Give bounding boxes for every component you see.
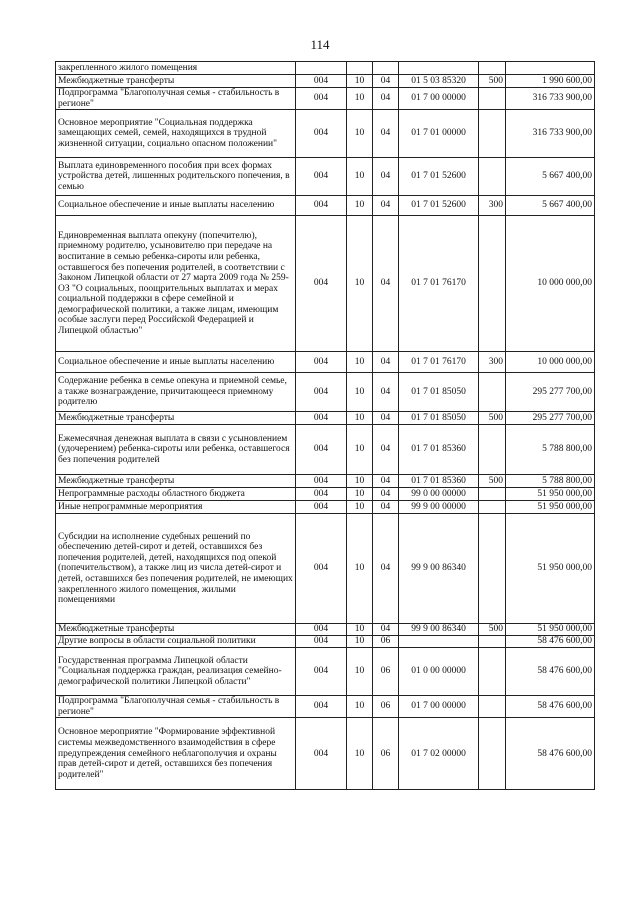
cell-amount: 58 476 600,00 (506, 718, 595, 790)
cell-target-article: 01 7 00 00000 (399, 696, 479, 718)
cell-amount: 5 667 400,00 (506, 196, 595, 216)
cell-name: Социальное обеспечение и иные выплаты населению (56, 196, 296, 216)
table-row (56, 373, 595, 412)
cell-section: 10 (347, 216, 373, 352)
cell-expense-type (479, 158, 506, 196)
page-number: 114 (310, 37, 330, 52)
cell-section: 10 (347, 475, 373, 488)
cell-name: Ежемесячная денежная выплата в связи с усыновлением (удочерением) ребенка-сироты или ребенка, оставшегося без попечения родителей (56, 425, 296, 475)
cell-amount: 1 990 600,00 (506, 75, 595, 88)
table-row (56, 425, 595, 475)
cell-name: Основное мероприятие "Социальная поддержка замещающих семей, семей, находящихся в трудной жизненной ситуации, социально опасном положении" (56, 110, 296, 158)
cell-target-article: 01 7 01 85360 (399, 475, 479, 488)
table-row (56, 488, 595, 501)
cell-name: Подпрограмма "Благополучная семья - стабильность в регионе" (56, 696, 296, 718)
table-row (56, 352, 595, 373)
cell-section: 10 (347, 75, 373, 88)
cell-expense-type (479, 514, 506, 624)
cell-subsection: 04 (373, 501, 399, 514)
cell-amount: 51 950 000,00 (506, 501, 595, 514)
cell-subsection: 04 (373, 88, 399, 110)
cell-subsection: 06 (373, 718, 399, 790)
cell-section: 10 (347, 718, 373, 790)
cell-amount: 5 788 800,00 (506, 425, 595, 475)
cell-section: 10 (347, 158, 373, 196)
cell-section: 10 (347, 196, 373, 216)
cell-expense-type (479, 718, 506, 790)
cell-section: 10 (347, 501, 373, 514)
cell-subsection: 04 (373, 352, 399, 373)
table-row (56, 196, 595, 216)
cell-subsection: 06 (373, 636, 399, 648)
cell-section: 10 (347, 373, 373, 412)
cell-target-article: 99 0 00 00000 (399, 488, 479, 501)
cell-target-article: 01 7 01 85050 (399, 373, 479, 412)
cell-ministry: 004 (296, 75, 347, 88)
cell-ministry: 004 (296, 216, 347, 352)
cell-ministry: 004 (296, 514, 347, 624)
cell-name: Государственная программа Липецкой области "Социальная поддержка граждан, реализация семейно-демографической политики Липецкой области" (56, 648, 296, 696)
cell-target-article: 99 9 00 00000 (399, 501, 479, 514)
cell-ministry: 004 (296, 488, 347, 501)
cell-section: 10 (347, 412, 373, 425)
cell-subsection (373, 62, 399, 75)
cell-ministry: 004 (296, 352, 347, 373)
cell-expense-type (479, 373, 506, 412)
cell-target-article (399, 636, 479, 648)
budget-table (55, 61, 595, 790)
cell-ministry: 004 (296, 425, 347, 475)
cell-ministry: 004 (296, 718, 347, 790)
table-row (56, 216, 595, 352)
cell-name: Выплата единовременного пособия при всех формах устройства детей, лишенных родительского попечения, в семью (56, 158, 296, 196)
table-row (56, 501, 595, 514)
cell-expense-type: 500 (479, 624, 506, 636)
cell-target-article: 01 7 01 52600 (399, 158, 479, 196)
cell-target-article: 01 7 01 85050 (399, 412, 479, 425)
cell-expense-type (479, 216, 506, 352)
cell-subsection: 04 (373, 373, 399, 412)
cell-amount: 51 950 000,00 (506, 488, 595, 501)
cell-name: Непрограммные расходы областного бюджета (56, 488, 296, 501)
cell-ministry: 004 (296, 475, 347, 488)
cell-ministry (296, 62, 347, 75)
cell-target-article: 99 9 00 86340 (399, 624, 479, 636)
cell-expense-type (479, 488, 506, 501)
cell-section: 10 (347, 696, 373, 718)
cell-section: 10 (347, 648, 373, 696)
table-row (56, 636, 595, 648)
table-row (56, 624, 595, 636)
cell-name: Субсидии на исполнение судебных решений по обеспечению детей-сирот и детей, оставшихся без попечения родителей, детей, находящихся под опекой (попечительством), а также лиц из числа детей-сирот и детей, оставшихся без попечения родителей, не имеющих закрепленного жилого помещения, жилыми помещениями (56, 514, 296, 624)
cell-section: 10 (347, 488, 373, 501)
cell-section: 10 (347, 110, 373, 158)
table-row (56, 158, 595, 196)
cell-ministry: 004 (296, 412, 347, 425)
cell-subsection: 04 (373, 412, 399, 425)
cell-name: Единовременная выплата опекуну (попечителю), приемному родителю, усыновителю при передаче на воспитание в семью ребенка-сироты или ребенка, оставшегося без попечения родителей, в соответствии с Законом Липецкой области от 27 марта 2009 года № 259-ОЗ "О социальных, поощрительных выплатах и мерах социальной поддержки в сфере семейной и демографической политики, а также лицам, имеющим особые заслуги перед Российской Федерацией и Липецкой областью" (56, 216, 296, 352)
cell-target-article: 01 0 00 00000 (399, 648, 479, 696)
table-row (56, 475, 595, 488)
cell-amount: 10 000 000,00 (506, 352, 595, 373)
cell-target-article: 01 5 03 85320 (399, 75, 479, 88)
cell-subsection: 04 (373, 514, 399, 624)
cell-subsection: 06 (373, 648, 399, 696)
cell-name: Подпрограмма "Благополучная семья - стабильность в регионе" (56, 88, 296, 110)
cell-expense-type (479, 696, 506, 718)
cell-target-article: 01 7 01 00000 (399, 110, 479, 158)
cell-subsection: 06 (373, 696, 399, 718)
cell-amount: 10 000 000,00 (506, 216, 595, 352)
cell-amount: 295 277 700,00 (506, 373, 595, 412)
cell-section: 10 (347, 425, 373, 475)
cell-subsection: 04 (373, 488, 399, 501)
table-row (56, 514, 595, 624)
cell-target-article: 01 7 02 00000 (399, 718, 479, 790)
cell-section: 10 (347, 352, 373, 373)
table-row (56, 718, 595, 790)
cell-subsection: 04 (373, 624, 399, 636)
cell-ministry: 004 (296, 158, 347, 196)
cell-ministry: 004 (296, 636, 347, 648)
cell-expense-type (479, 88, 506, 110)
cell-subsection: 04 (373, 196, 399, 216)
cell-subsection: 04 (373, 216, 399, 352)
cell-expense-type (479, 425, 506, 475)
cell-subsection: 04 (373, 158, 399, 196)
cell-expense-type (479, 636, 506, 648)
cell-subsection: 04 (373, 110, 399, 158)
cell-amount: 58 476 600,00 (506, 636, 595, 648)
cell-name: Иные непрограммные мероприятия (56, 501, 296, 514)
cell-amount: 58 476 600,00 (506, 648, 595, 696)
table-row (56, 110, 595, 158)
cell-expense-type (479, 501, 506, 514)
cell-name: Основное мероприятие "Формирование эффективной системы межведомственного взаимодействия в сфере предупреждения семейного неблагополучия и охраны прав детей-сирот и детей, оставшихся без попечения родителей" (56, 718, 296, 790)
cell-name: Содержание ребенка в семье опекуна и приемной семье, а также вознаграждение, причитающееся приемному родителю (56, 373, 296, 412)
cell-expense-type (479, 62, 506, 75)
cell-subsection: 04 (373, 475, 399, 488)
cell-target-article (399, 62, 479, 75)
cell-amount: 295 277 700,00 (506, 412, 595, 425)
cell-amount: 316 733 900,00 (506, 110, 595, 158)
cell-amount: 5 788 800,00 (506, 475, 595, 488)
cell-amount (506, 62, 595, 75)
cell-expense-type: 500 (479, 412, 506, 425)
cell-target-article: 01 7 01 76170 (399, 352, 479, 373)
cell-section: 10 (347, 636, 373, 648)
cell-amount: 58 476 600,00 (506, 696, 595, 718)
cell-expense-type: 300 (479, 196, 506, 216)
cell-expense-type: 500 (479, 75, 506, 88)
cell-expense-type (479, 648, 506, 696)
cell-ministry: 004 (296, 373, 347, 412)
cell-amount: 5 667 400,00 (506, 158, 595, 196)
cell-expense-type: 500 (479, 475, 506, 488)
cell-subsection: 04 (373, 425, 399, 475)
cell-name: Социальное обеспечение и иные выплаты населению (56, 352, 296, 373)
cell-name: Межбюджетные трансферты (56, 75, 296, 88)
cell-amount: 51 950 000,00 (506, 624, 595, 636)
table-row (56, 648, 595, 696)
cell-name: закрепленного жилого помещения (56, 62, 296, 75)
table-row (56, 75, 595, 88)
cell-target-article: 01 7 01 52600 (399, 196, 479, 216)
cell-ministry: 004 (296, 648, 347, 696)
cell-amount: 51 950 000,00 (506, 514, 595, 624)
table-row (56, 62, 595, 75)
cell-ministry: 004 (296, 196, 347, 216)
cell-section: 10 (347, 514, 373, 624)
cell-expense-type (479, 110, 506, 158)
cell-target-article: 01 7 01 85360 (399, 425, 479, 475)
cell-amount: 316 733 900,00 (506, 88, 595, 110)
cell-section: 10 (347, 624, 373, 636)
cell-ministry: 004 (296, 88, 347, 110)
cell-name: Межбюджетные трансферты (56, 475, 296, 488)
cell-target-article: 01 7 00 00000 (399, 88, 479, 110)
table-row (56, 696, 595, 718)
cell-ministry: 004 (296, 624, 347, 636)
cell-section (347, 62, 373, 75)
cell-target-article: 01 7 01 76170 (399, 216, 479, 352)
cell-ministry: 004 (296, 501, 347, 514)
cell-ministry: 004 (296, 696, 347, 718)
table-row (56, 412, 595, 425)
cell-name: Другие вопросы в области социальной политики (56, 636, 296, 648)
table-row (56, 88, 595, 110)
cell-name: Межбюджетные трансферты (56, 624, 296, 636)
cell-target-article: 99 9 00 86340 (399, 514, 479, 624)
cell-ministry: 004 (296, 110, 347, 158)
table-body (56, 62, 595, 790)
cell-section: 10 (347, 88, 373, 110)
cell-name: Межбюджетные трансферты (56, 412, 296, 425)
cell-expense-type: 300 (479, 352, 506, 373)
cell-subsection: 04 (373, 75, 399, 88)
